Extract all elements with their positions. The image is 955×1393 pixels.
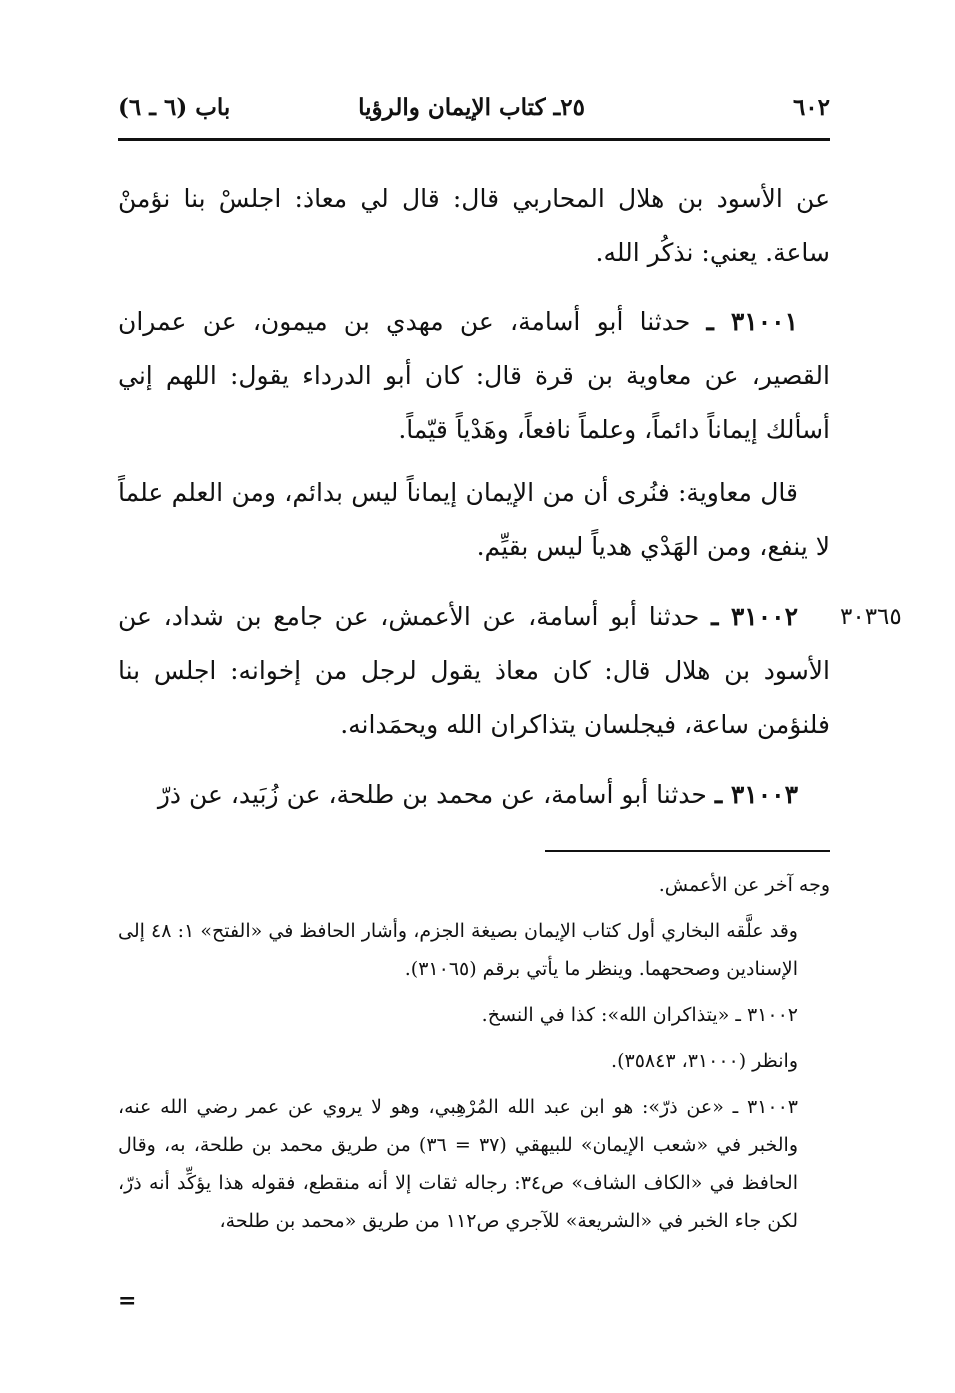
chapter-label: باب (٦ ـ ٦)	[118, 94, 231, 121]
hadith-number: ٣١٠٠٣ ـ	[714, 780, 798, 809]
footnote-line: وانظر (٣١٠٠٠، ٣٥٨٤٣).	[611, 1050, 798, 1072]
hadith-text: حدثنا أبو أسامة، عن مهدي بن ميمون، عن عمران القصير، عن معاوية بن قرة قال: كان أبو الدرداء يقول: اللهم إني أسألك إيماناً دائماً، وعلماً نافعاً، وهَدْياً قيّماً.	[118, 307, 830, 444]
page-number: ٦٠٢	[792, 94, 830, 121]
hadith-number: ٣١٠٠٢ ـ	[711, 602, 798, 631]
margin-number: ٣٠٣٦٥	[840, 604, 902, 630]
intro-text: عن الأسود بن هلال المحاربي قال: قال لي معاذ: اجلسْ بنا نؤمنْ ساعة. يعني: نذكُر الله.	[118, 184, 830, 267]
continuation-mark: =	[118, 1288, 137, 1314]
header-divider	[118, 138, 830, 141]
footnote-line: ٣١٠٠٢ ـ «يتذاكران الله»: كذا في النسخ.	[481, 1004, 798, 1026]
footnote-divider	[545, 850, 830, 852]
footnotes	[118, 866, 830, 1240]
intro-paragraph	[118, 172, 830, 280]
hadith-31002	[118, 590, 830, 752]
muawiya-text: قال معاوية: فنُرى أن من الإيمان إيماناً ليس بدائم، ومن العلم علماً لا ينفع، ومن الهَدْي هدياً ليس بقيِّم.	[118, 478, 830, 561]
page-header	[118, 92, 830, 132]
muawiya-paragraph	[118, 466, 830, 574]
hadith-31001	[118, 295, 830, 457]
hadith-number: ٣١٠٠١ ـ	[706, 307, 798, 336]
footnote-line: ٣١٠٠٣ ـ «عن ذرّ»: هو ابن عبد الله المُرْهِبي، وهو لا يروي عن عمر رضي الله عنه، والخبر في «شعب الإيمان» للبيهقي (٣٧ = ٣٦) من طريق محمد بن طلحة، به، وقال الحافظ في «الكاف الشاف» ص٣٤: رجاله ثقات إلا أنه منقطع، فقوله هذا يؤكِّد أنه ذرّ، لكن جاء الخبر في «الشريعة» للآجري ص١١٢ من طريق «محمد بن طلحة،	[118, 1096, 798, 1232]
footnote-line: وقد علَّقه البخاري أول كتاب الإيمان بصيغة الجزم، وأشار الحافظ في «الفتح» ١: ٤٨ إلى الإسنادين وصححهما. وينظر ما يأتي برقم (٣١٠٦٥).	[118, 920, 798, 980]
hadith-text: حدثنا أبو أسامة، عن الأعمش، عن جامع بن شداد، عن الأسود بن هلال قال: كان معاذ يقول لرجل من إخوانه: اجلس بنا فلنؤمن ساعة، فيجلسان يتذاكران الله ويحمَدانه.	[118, 602, 830, 739]
footnote-line: وجه آخر عن الأعمش.	[658, 874, 830, 896]
hadith-31003	[118, 768, 830, 822]
hadith-text: حدثنا أبو أسامة، عن محمد بن طلحة، عن زُبَيد، عن ذرّ	[157, 780, 707, 809]
book-title: ٢٥ـ كتاب الإيمان والرؤيا	[358, 94, 585, 121]
